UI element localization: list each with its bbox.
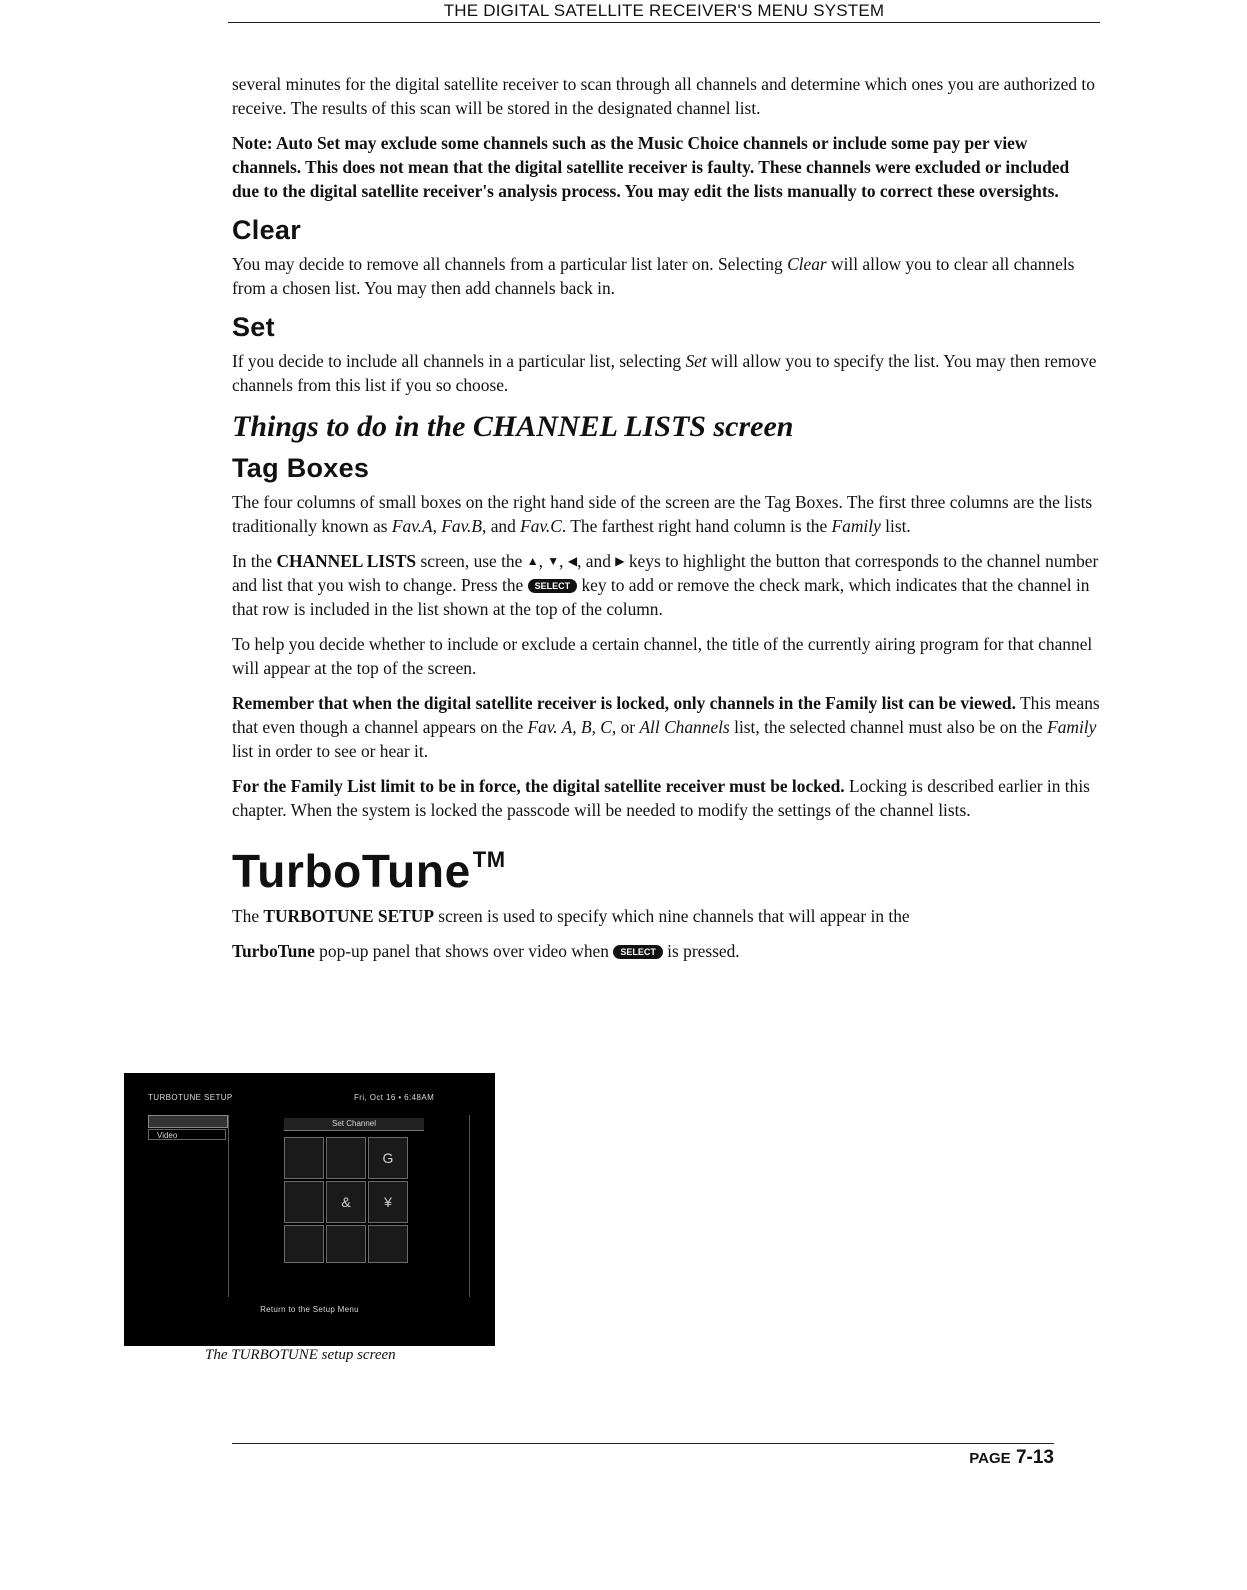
grid-cell [284, 1137, 324, 1179]
tb2-c: keys to highlight the button that corresponds to the channel number and list that you wish to change. Press the [232, 551, 1099, 595]
up-arrow-icon: ▲ [526, 554, 539, 568]
running-header: THE DIGITAL SATELLITE RECEIVER'S MENU SYSTEM [443, 1, 885, 20]
screen-title: TURBOTUNE SETUP [148, 1093, 233, 1102]
intro-paragraph: several minutes for the digital satellite receiver to scan through all channels and determine which ones you are authorized to receive. The results of this scan will be stored in the designated channel list. [232, 74, 1095, 118]
grid-cell [368, 1225, 408, 1263]
channel-lists-heading: Things to do in the CHANNEL LISTS screen [232, 410, 794, 443]
tb1-b: . The farthest right hand column is the [561, 516, 832, 536]
page-prefix: PAGE [969, 1450, 1011, 1467]
figure-caption: The TURBOTUNE setup screen [205, 1347, 396, 1363]
tb4-c: list, the selected channel must also be on the [729, 717, 1048, 737]
tb1-fav-b: Fav.B [441, 516, 483, 536]
grid-cell [326, 1137, 366, 1179]
grid-cell [284, 1225, 324, 1263]
turbotune-title: TurboTune [232, 845, 471, 897]
tb1-family: Family [831, 516, 881, 536]
right-arrow-icon: ▶ [615, 554, 625, 568]
ti-a: The [232, 906, 264, 926]
tb1-sep1: , [432, 516, 442, 536]
down-arrow-icon: ▼ [547, 554, 560, 568]
tb1-fav-a: Fav.A [391, 516, 433, 536]
turbotune-intro-line-1 [232, 904, 1100, 928]
page-content [232, 72, 1100, 974]
tb4-fav: Fav. A, B, C, [527, 717, 617, 737]
tb4-bold: Remember that when the digital satellite receiver is locked, only channels in the Family list can be viewed. [232, 693, 1016, 713]
tb4-d: list in order to see or hear it. [232, 741, 429, 761]
screen-channel-grid [284, 1137, 408, 1263]
page-number [880, 1446, 1054, 1471]
grid-cell [284, 1181, 324, 1223]
tag-boxes-paragraph-3: To help you decide whether to include or exclude a certain channel, the title of the currently airing program for that channel will appear at the top of the screen. [232, 634, 1093, 678]
ti-d: is pressed. [662, 941, 740, 961]
grid-cell: G [368, 1137, 408, 1179]
tag-boxes-paragraph-4 [232, 691, 1100, 763]
tb4-all: All Channels [639, 717, 730, 737]
turbotune-heading [232, 833, 1100, 898]
set-text-2: will allow you to specify the list. You may then remove channels from this list if you so choose. [232, 351, 1097, 395]
screen-return-label: Return to the Setup Menu [260, 1305, 359, 1314]
tb5-bold: For the Family List limit to be in force, the digital satellite receiver must be locked. [232, 776, 845, 796]
trademark-mark: TM [472, 847, 506, 872]
tb2-screen-name: CHANNEL LISTS [276, 551, 417, 571]
select-key-icon: SELECT [613, 945, 663, 959]
tag-boxes-paragraph-1 [232, 490, 1100, 538]
tb1-c: list. [880, 516, 911, 536]
screen-datetime: Fri, Oct 16 • 6:48AM [354, 1093, 435, 1102]
ti-name: TurboTune [232, 941, 315, 961]
tb1-fav-c: Fav.C [520, 516, 562, 536]
turbotune-intro-continued [232, 939, 1100, 963]
tb2-c2: , [559, 551, 568, 571]
screen-set-channel: Set Channel [284, 1118, 424, 1131]
tb1-a: The four columns of small boxes on the right hand side of the screen are the Tag Boxes. The first three columns are the lists traditionally known as [232, 492, 1093, 536]
left-arrow-icon: ◀ [567, 554, 578, 568]
page-number-value: 7-13 [1015, 1447, 1054, 1468]
ti-b: screen is used to specify which nine channels that will appear in the [433, 906, 910, 926]
set-term: Set [685, 351, 707, 371]
clear-paragraph [232, 252, 1100, 300]
select-key-icon: SELECT [528, 579, 578, 593]
tb4-b: or [616, 717, 640, 737]
tb2-b: screen, use the [416, 551, 527, 571]
tb5-a: Locking is described earlier in this chapter. When the system is locked the passcode will be needed to modify the settings of the channel lists. [232, 776, 1090, 820]
tb2-c1: , [538, 551, 548, 571]
set-paragraph [232, 349, 1100, 397]
tb2-d: key to add or remove the check mark, which indicates that the channel in that row is included in the list shown at the top of the column. [232, 575, 1090, 619]
tb4-family: Family [1047, 717, 1097, 737]
tb4-a: This means that even though a channel appears on the [232, 693, 1100, 737]
screen-menu-item-video: Video [148, 1129, 226, 1140]
tb2-a: In the [232, 551, 277, 571]
note-paragraph: Note: Auto Set may exclude some channels such as the Music Choice channels or include some pay per view channels. This does not mean that the digital satellite receiver is faulty. These channels were excluded or included due to the digital satellite receiver's analysis process. You may edit the lists manually to correct these oversights. [232, 133, 1070, 201]
screen-menu-highlight [148, 1115, 228, 1128]
turbotune-setup-screenshot [124, 1073, 495, 1346]
grid-cell: & [326, 1181, 366, 1223]
tag-boxes-heading: Tag Boxes [232, 453, 370, 483]
grid-cell: ¥ [368, 1181, 408, 1223]
tb1-sep2: , and [482, 516, 521, 536]
ti-c: pop-up panel that shows over video when [314, 941, 614, 961]
ti-screen-name: TURBOTUNE SETUP [263, 906, 434, 926]
set-text-1: If you decide to include all channels in a particular list, selecting [232, 351, 686, 371]
clear-term: Clear [787, 254, 827, 274]
clear-text-2: will allow you to clear all channels from a chosen list. You may then add channels back in. [232, 254, 1075, 298]
tag-boxes-paragraph-2 [232, 549, 1100, 621]
footer-rule [232, 1443, 1054, 1444]
grid-cell [326, 1225, 366, 1263]
tb2-c3: , and [577, 551, 616, 571]
tag-boxes-paragraph-5 [232, 774, 1100, 822]
header-rule [228, 22, 1100, 23]
set-heading: Set [232, 312, 275, 342]
clear-text-1: You may decide to remove all channels from a particular list later on. Selecting [232, 254, 788, 274]
clear-heading: Clear [232, 215, 302, 245]
